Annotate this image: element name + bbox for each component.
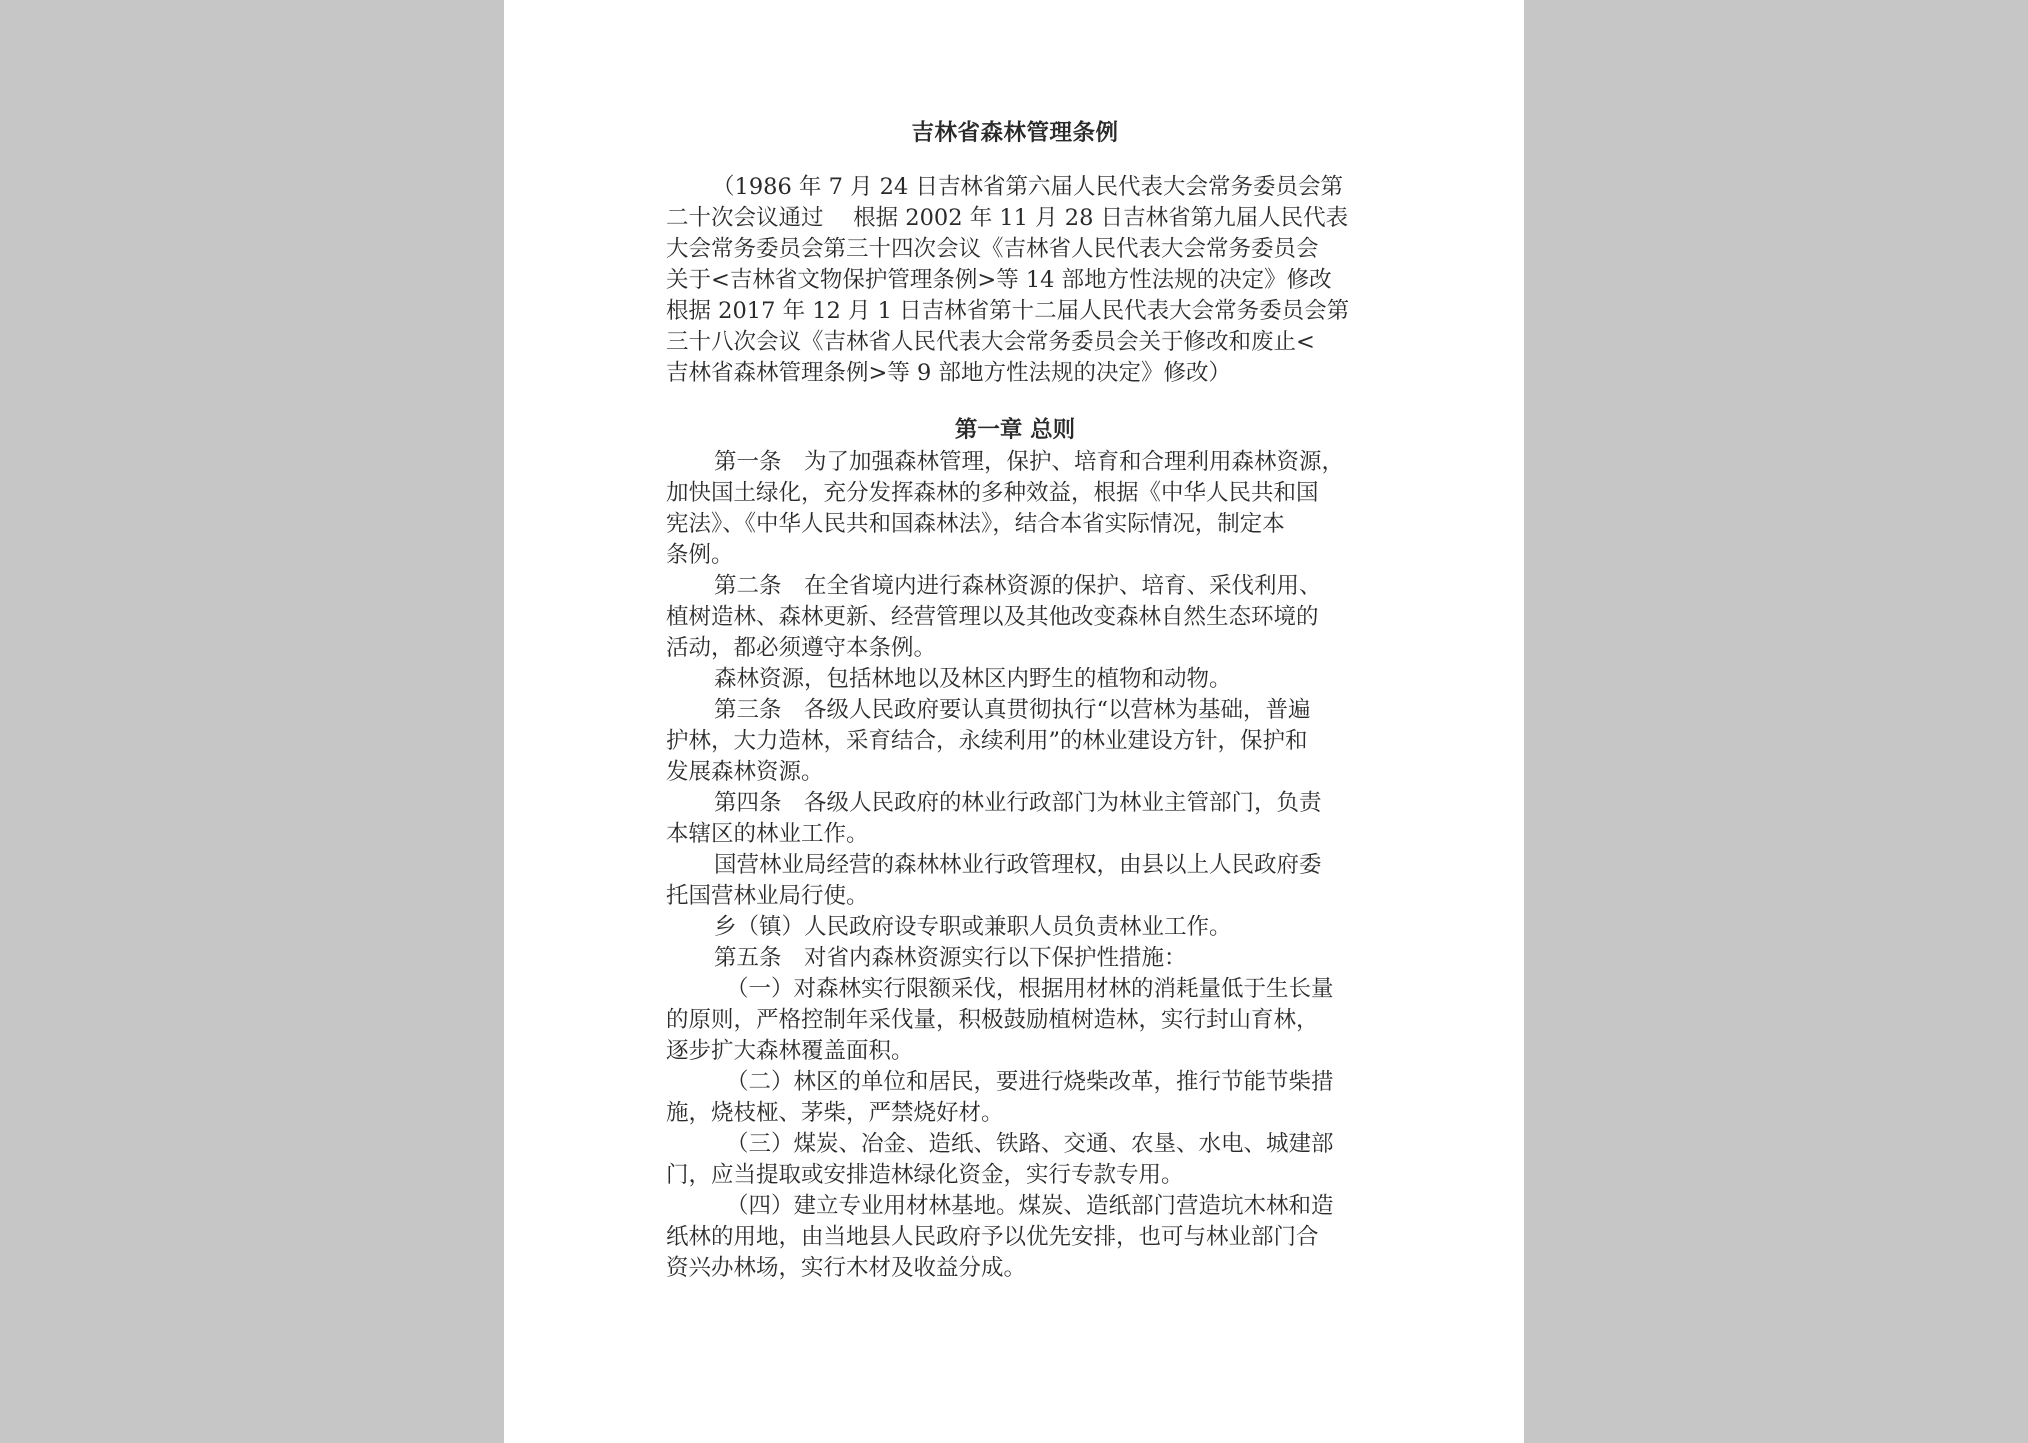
sub-item-line: 资兴办林场，实行木材及收益分成。 — [666, 1255, 1027, 1281]
sub-item-first-line: （一）对森林实行限额采伐，根据用材林的消耗量低于生长量 — [726, 976, 1334, 1002]
sub-item-line: 施，烧枝桠、茅柴，严禁烧好材。 — [666, 1100, 1004, 1126]
paragraph-first-line: 乡（镇）人民政府设专职或兼职人员负责林业工作。 — [714, 914, 1232, 940]
preamble-line: 二十次会议通过 根据 2002 年 11 月 28 日吉林省第九届人民代表 — [666, 205, 1349, 231]
sub-item — [666, 1129, 1364, 1191]
preamble-line: （1986 年 7 月 24 日吉林省第六届人民代表大会常务委员会第 — [712, 174, 1343, 200]
paragraph-first-line: 第四条 各级人民政府的林业行政部门为林业主管部门，负责 — [714, 790, 1322, 816]
paragraph-first-line: 第一条 为了加强森林管理，保护、培育和合理利用森林资源， — [714, 449, 1345, 475]
paragraph-first-line: 第三条 各级人民政府要认真贯彻执行“以营林为基础，普遍 — [714, 697, 1311, 723]
preamble-line: 根据 2017 年 12 月 1 日吉林省第十二届人民代表大会常务委员会第 — [666, 298, 1350, 324]
paragraph-line: 护林，大力造林，采育结合，永续利用”的林业建设方针，保护和 — [666, 728, 1308, 754]
article-paragraph — [666, 447, 1364, 571]
paragraph-line: 加快国土绿化，充分发挥森林的多种效益，根据《中华人民共和国 — [666, 480, 1319, 506]
paragraph-first-line: 森林资源，包括林地以及林区内野生的植物和动物。 — [714, 666, 1232, 692]
sub-item-line: 纸林的用地，由当地县人民政府予以优先安排，也可与林业部门合 — [666, 1224, 1319, 1250]
sub-item — [666, 1191, 1364, 1284]
sub-item-first-line: （二）林区的单位和居民，要进行烧柴改革，推行节能节柴措 — [726, 1069, 1334, 1095]
preamble-line: 大会常务委员会第三十四次会议《吉林省人民代表大会常务委员会 — [666, 236, 1319, 262]
paragraph-first-line: 第五条 对省内森林资源实行以下保护性措施： — [714, 945, 1187, 971]
paragraph-line: 植树造林、森林更新、经营管理以及其他改变森林自然生态环境的 — [666, 604, 1319, 630]
article-paragraph — [666, 912, 1364, 943]
sub-item-line: 逐步扩大森林覆盖面积。 — [666, 1038, 914, 1064]
preamble — [666, 172, 1364, 389]
paragraph-first-line: 国营林业局经营的森林林业行政管理权，由县以上人民政府委 — [714, 852, 1322, 878]
sub-item — [666, 974, 1364, 1067]
paragraph-line: 条例。 — [666, 542, 734, 568]
paragraph-first-line: 第二条 在全省境内进行森林资源的保护、培育、采伐利用、 — [714, 573, 1322, 599]
preamble-line: 三十八次会议《吉林省人民代表大会常务委员会关于修改和废止< — [666, 329, 1315, 355]
preamble-line: 吉林省森林管理条例>等 9 部地方性法规的决定》修改） — [666, 360, 1231, 386]
article-paragraph — [666, 943, 1364, 974]
preamble-line: 关于<吉林省文物保护管理条例>等 14 部地方性法规的决定》修改 — [666, 267, 1332, 293]
article-paragraph — [666, 695, 1364, 788]
article-paragraph — [666, 850, 1364, 912]
paragraph-line: 本辖区的林业工作。 — [666, 821, 869, 847]
document-title: 吉林省森林管理条例 — [911, 120, 1119, 146]
article-paragraph — [666, 664, 1364, 695]
sub-item-first-line: （四）建立专业用材林基地。煤炭、造纸部门营造坑木林和造 — [726, 1193, 1334, 1219]
chapter-title: 第一章 总则 — [954, 417, 1076, 443]
paragraph-line: 发展森林资源。 — [666, 759, 824, 785]
paragraph-line: 活动，都必须遵守本条例。 — [666, 635, 937, 661]
sub-item — [666, 1067, 1364, 1129]
article-paragraph — [666, 788, 1364, 850]
sub-item-line: 的原则，严格控制年采伐量，积极鼓励植树造林，实行封山育林， — [666, 1007, 1319, 1033]
paragraph-line: 宪法》、《中华人民共和国森林法》，结合本省实际情况，制定本 — [666, 511, 1285, 537]
sub-item-first-line: （三）煤炭、冶金、造纸、铁路、交通、农垦、水电、城建部 — [726, 1131, 1334, 1157]
sub-item-line: 门，应当提取或安排造林绿化资金，实行专款专用。 — [666, 1162, 1184, 1188]
paragraph-line: 托国营林业局行使。 — [666, 883, 869, 909]
article-paragraph — [666, 571, 1364, 664]
document-page — [504, 0, 1524, 1443]
